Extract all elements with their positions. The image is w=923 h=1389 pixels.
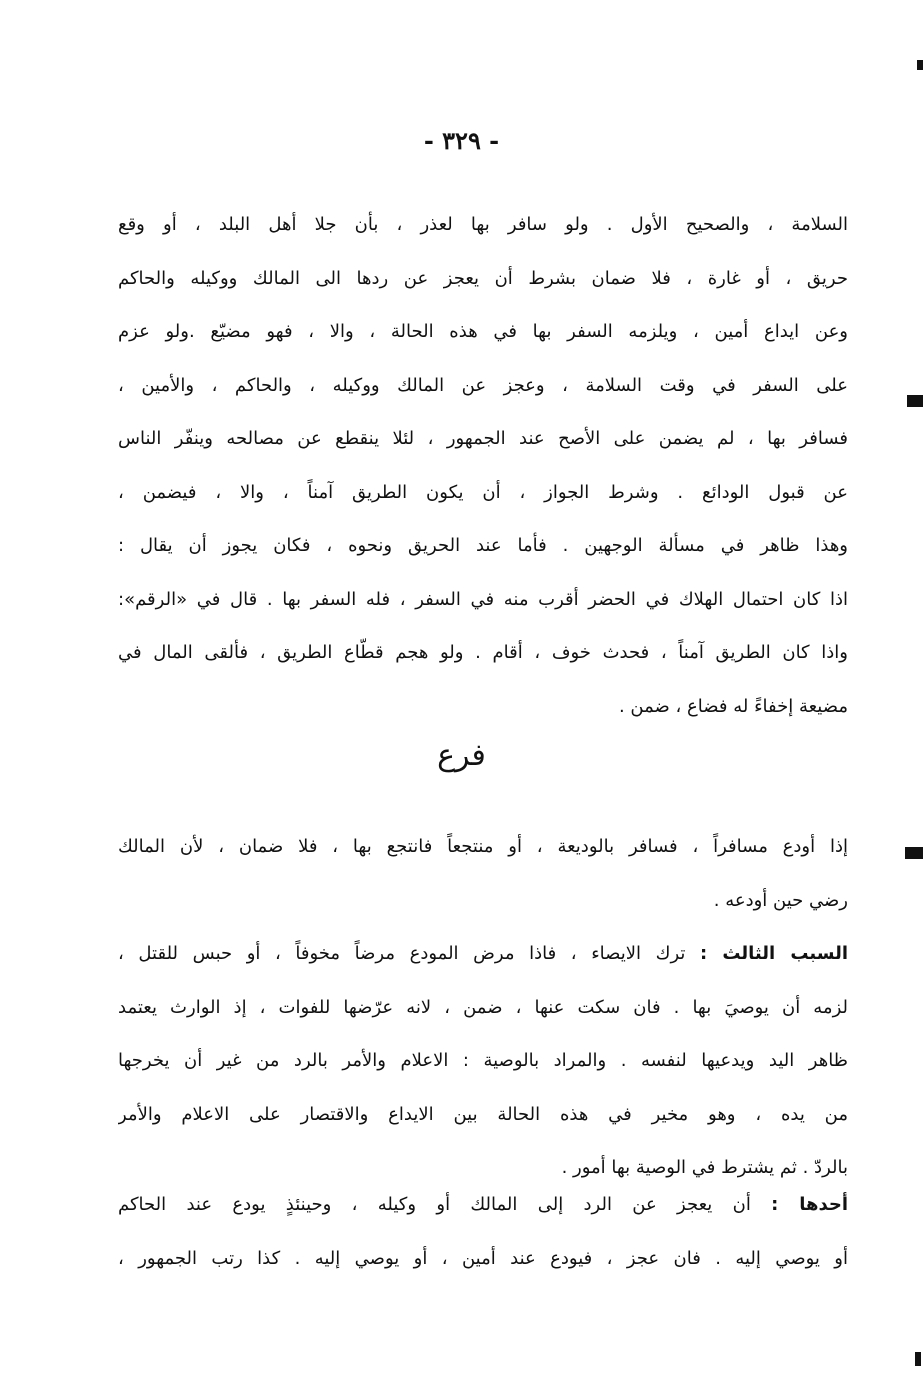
paragraph-block-1 [118, 198, 848, 733]
lead-label: أحدها : [771, 1194, 848, 1215]
text-line: من يده ، وهو مخير في هذه الحالة بين الايداع والاقتصار على الاعلام والأمر [118, 1103, 848, 1125]
paragraph-block-3 [118, 1178, 848, 1285]
text-line: إذا أودع مسافراً ، فسافر بالوديعة ، أو منتجعاً فانتجع بها ، فلا ضمان ، لأن المالك [118, 836, 848, 857]
page-number: - ٣٢٩ - [423, 126, 500, 155]
scan-edge-mark [905, 847, 923, 859]
text-line: اذا كان احتمال الهلاك في الحضر أقرب منه في السفر ، فله السفر بها . قال في «الرقم»: [118, 588, 848, 610]
cause-label: السبب الثالث : [700, 943, 848, 964]
scan-edge-mark [907, 395, 923, 407]
text-line: ظاهر اليد ويدعيها لنفسه . والمراد بالوصية : الاعلام والأمر بالرد من غير أن يخرجها [118, 1050, 848, 1071]
text-line: مضيعة إخفاءً له فضاع ، ضمن . [618, 695, 848, 717]
text-line: رضي حين أودعه . [713, 889, 848, 911]
section-heading: فرع [437, 738, 486, 773]
scan-edge-mark [917, 60, 923, 70]
lead-text: أن يعجز عن الرد إلى المالك أو وكيله ، وحينئذٍ يودع عند الحاكم [118, 1194, 751, 1215]
text-line: عن قبول الودائع . وشرط الجواز ، أن يكون الطريق آمناً ، والا ، فيضمن ، [118, 481, 848, 503]
scan-edge-mark [915, 1352, 921, 1366]
cause-text: ترك الايصاء ، فاذا مرض المودع مرضاً مخوفاً ، أو حبس للقتل ، [118, 943, 686, 964]
text-line: واذا كان الطريق آمناً ، فحدث خوف ، أقام . ولو هجم قطّاع الطريق ، فألقى المال في [118, 642, 848, 663]
lead-line [118, 1178, 848, 1232]
text-line: السلامة ، والصحيح الأول . ولو سافر بها لعذر ، بأن جلا أهل البلد ، أو وقع [118, 214, 848, 235]
text-line: بالردّ . ثم يشترط في الوصية بها أمور . [561, 1157, 848, 1178]
text-line: وعن ايداع أمين ، ويلزمه السفر بها في هذه الحالة ، والا ، فهو مضيّع .ولو عزم [118, 321, 848, 342]
text-line: وهذا ظاهر في مسألة الوجهين . فأما عند الحريق ونحوه ، فكان يجوز أن يقال : [118, 535, 848, 556]
paragraph-block-2 [118, 820, 848, 1195]
text-line: على السفر في وقت السلامة ، وعجز عن المالك ووكيله ، والحاكم ، والأمين ، [118, 374, 848, 396]
text-line: حريق ، أو غارة ، فلا ضمان بشرط أن يعجز عن ردها الى المالك ووكيله والحاكم [118, 267, 848, 289]
text-line: أو يوصي إليه . فان عجز ، فيودع عند أمين ، أو يوصي إليه . كذا رتب الجمهور ، [118, 1247, 848, 1269]
text-line: لزمه أن يوصيَ بها . فان سكت عنها ، ضمن ، لانه عرّضها للفوات ، إذ الوارث يعتمد [118, 996, 848, 1018]
cause-heading-line [118, 927, 848, 981]
text-line: فسافر بها ، لم يضمن على الأصح عند الجمهور ، لئلا ينقطع عن مصالحه وينفّر الناس [118, 428, 848, 449]
